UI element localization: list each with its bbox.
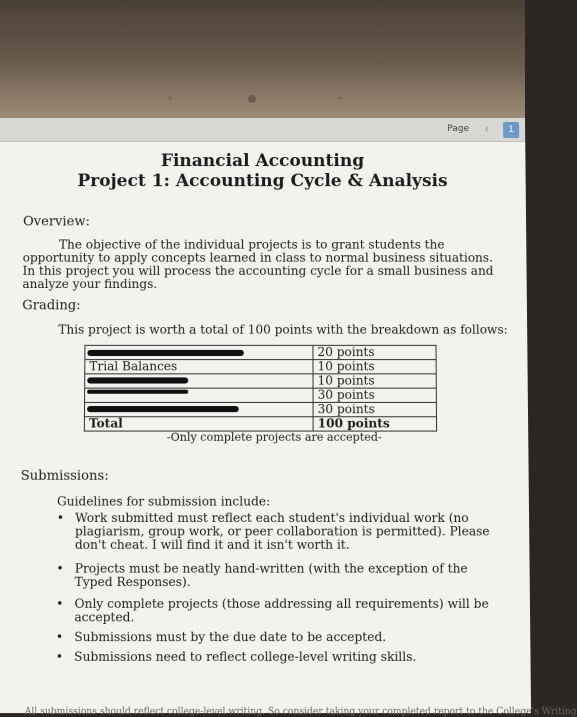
doc-title: Financial Accounting <box>160 151 365 172</box>
redaction-mark <box>87 390 188 394</box>
total-label: Total <box>84 417 313 431</box>
grading-points: 30 points <box>313 402 436 416</box>
grading-points: 10 points <box>313 374 436 388</box>
grading-heading: Grading: <box>22 298 81 314</box>
grading-item: Trial Balances <box>85 360 313 374</box>
guidelines-intro: Guidelines for submission include: <box>56 494 271 509</box>
list-item: • Submissions need to reflect college-level writing skills. <box>56 650 505 664</box>
grading-item-redacted <box>84 402 313 416</box>
guidelines-list <box>56 512 505 671</box>
redaction-mark <box>87 350 243 356</box>
table-row-total <box>84 417 436 431</box>
previous-page-icon[interactable]: ‹ <box>484 121 490 137</box>
list-item: • Only complete projects (those addressing all requirements) will be accepted. <box>56 597 505 624</box>
grading-intro: This project is worth a total of 100 points with the breakdown as follows: <box>58 322 508 337</box>
total-points: 100 points <box>313 417 437 431</box>
grading-table <box>84 345 437 432</box>
redaction-mark <box>87 377 188 383</box>
submissions-heading: Submissions: <box>20 468 109 484</box>
overview-text: The objective of the individual projects is to grant students the opportunity to apply concepts learned in class to normal business situations. In this project you will process the accounting cycle for a small business and analyze your findings. <box>22 237 494 292</box>
viewer-toolbar <box>0 118 525 142</box>
table-row <box>85 388 437 402</box>
grading-points: 20 points <box>313 345 436 359</box>
grading-item-redacted <box>85 374 313 388</box>
grading-item-redacted <box>85 345 313 359</box>
table-row <box>85 345 436 359</box>
footer-partial-text: All submissions should reflect college-level writing. So consider taking your completed report to the College's Writing <box>24 706 577 717</box>
overview-heading: Overview: <box>22 214 90 230</box>
accepted-note: -Only complete projects are accepted- <box>166 430 382 444</box>
table-row <box>85 360 436 374</box>
redaction-mark <box>87 406 239 412</box>
list-item: • Projects must be neatly hand-written (with the exception of the Typed Responses). <box>56 562 504 589</box>
table-row <box>85 374 437 388</box>
table-row <box>84 402 436 416</box>
grading-points: 10 points <box>313 360 436 374</box>
list-item: • Work submitted must reflect each student's individual work (no plagiarism, group work, or peer collaboration is permitted). Please don't cheat. I will find it and it isn't worth it. <box>57 512 504 552</box>
bezel-dot <box>338 96 342 100</box>
pdf-viewer <box>0 118 577 717</box>
grading-item-redacted <box>85 388 313 402</box>
webcam <box>248 95 256 103</box>
page-label: Page <box>447 123 470 135</box>
bezel-dot <box>168 96 172 100</box>
doc-subtitle: Project 1: Accounting Cycle & Analysis <box>77 171 448 192</box>
grading-points: 30 points <box>313 388 436 402</box>
list-item: • Submissions must by the due date to be accepted. <box>56 631 505 645</box>
page-number-field[interactable]: 1 <box>503 122 519 138</box>
laptop-bezel <box>0 0 525 118</box>
